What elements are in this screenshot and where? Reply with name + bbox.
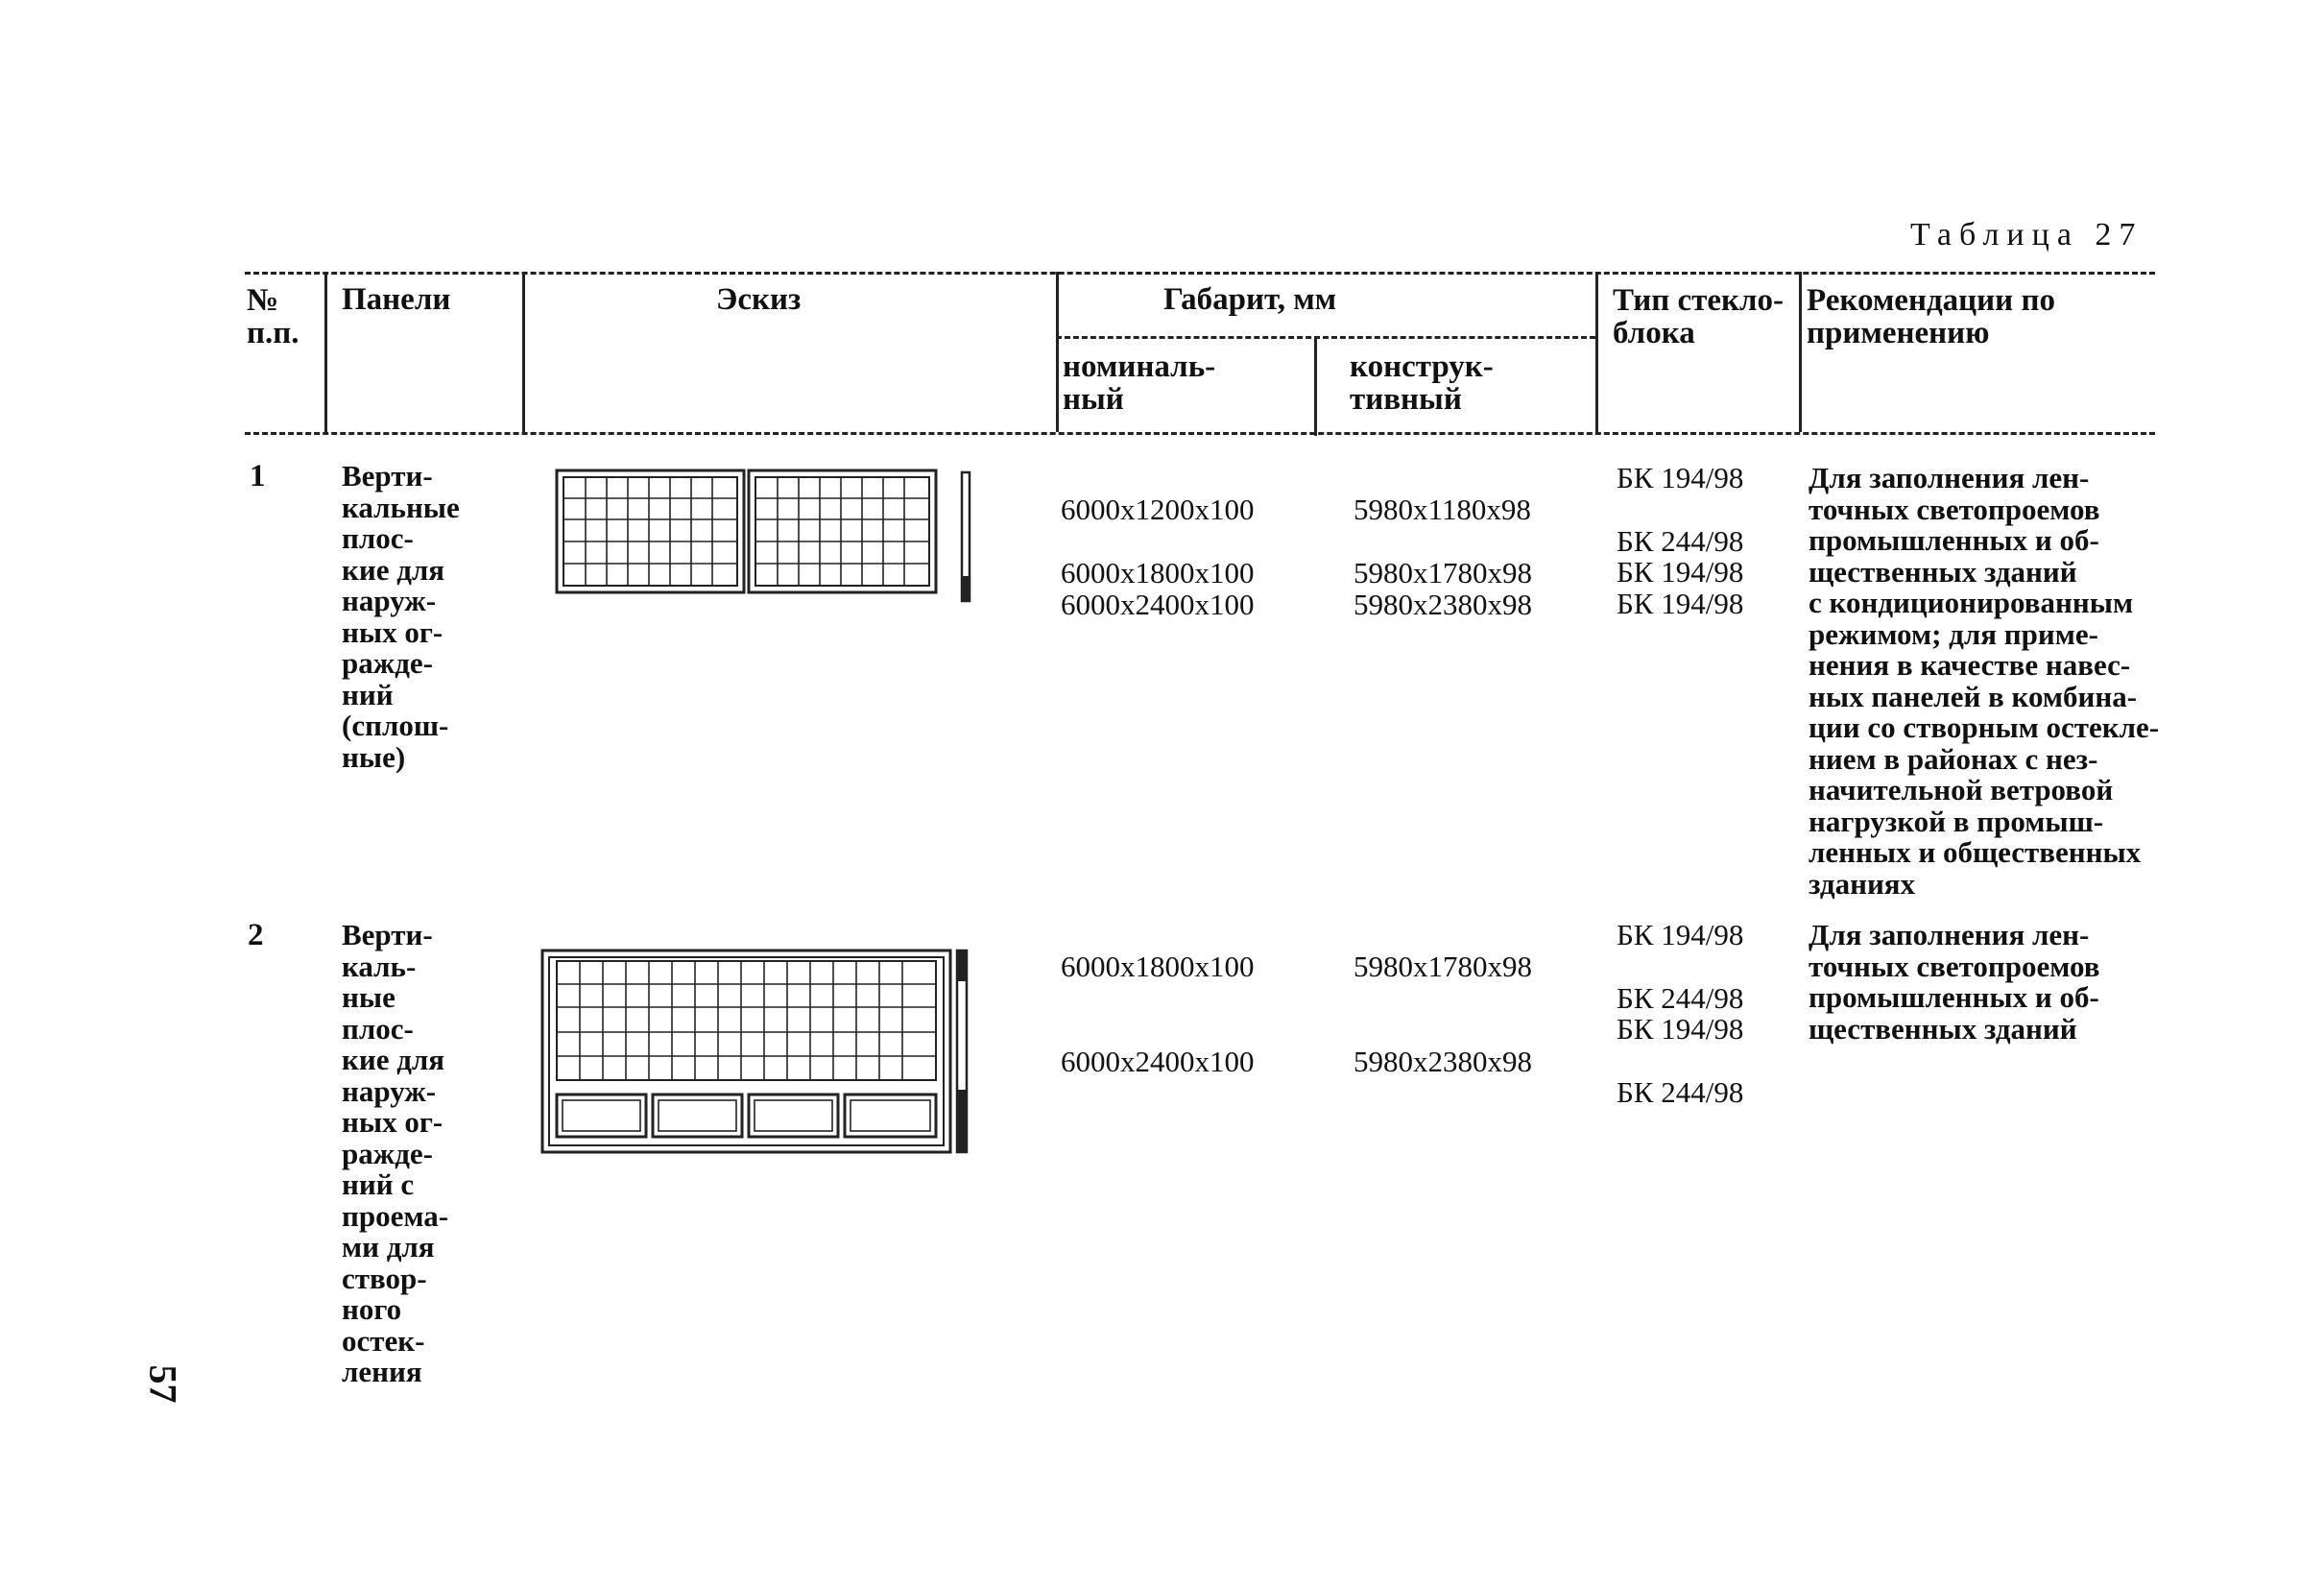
row2-constructive-1: 5980х1780х98 (1354, 950, 1532, 983)
table-caption: Таблица 27 (1910, 217, 2144, 253)
col-divider-2 (522, 272, 525, 432)
col-divider-1 (324, 272, 327, 432)
row2-glass-2: БК 244/98 (1617, 981, 1744, 1015)
row2-glass-4: БК 244/98 (1617, 1075, 1744, 1109)
row1-nominal-1: 6000х1200х100 (1061, 493, 1255, 526)
row2-panel: Верти- каль- ные плос- кие для наруж- ных ог- ражде- ний с проема- ми для створ- ного остек- ления (342, 918, 449, 1388)
row1-nominal-3: 6000х2400х100 (1061, 588, 1255, 621)
row2-glass-1: БК 194/98 (1617, 918, 1744, 951)
header-panels: Панели (342, 282, 451, 317)
col-divider-5 (1595, 272, 1598, 432)
row2-glass-3: БК 194/98 (1617, 1012, 1744, 1046)
page-number: 57 (141, 1364, 185, 1404)
size-subheader-rule (1056, 336, 1595, 339)
table-top-rule (245, 272, 2155, 275)
row2-num: 2 (248, 918, 264, 952)
header-size: Габарит, мм (1163, 282, 1337, 317)
row1-panel: Верти- кальные плос- кие для наруж- ных ог- ражде- ний (сплош- ные) (342, 459, 460, 774)
col-divider-6 (1799, 272, 1802, 432)
row1-constructive-2: 5980х1780х98 (1354, 556, 1532, 589)
header-nominal: номиналь- ный (1063, 349, 1216, 417)
col-divider-3 (1056, 272, 1059, 432)
col-divider-4 (1314, 336, 1317, 436)
row1-nominal-2: 6000х1800х100 (1061, 556, 1255, 589)
row1-recommendation: Для заполнения лен- точных светопроемов промышленных и об- щественных зданий с кондиционированным режимом; для приме- нения в качестве навес- ных панелей в комбина- ции со створным остекле- нием в районах с нез- начительной ветровой нагрузкой в промыш- ленных и общественных зданиях (1809, 461, 2160, 901)
header-glass-type: Тип стекло- блока (1613, 283, 1784, 350)
header-sketch: Эскиз (716, 282, 802, 317)
row1-glass-3: БК 194/98 (1617, 555, 1744, 589)
row2-nominal-2: 6000х2400х100 (1061, 1045, 1255, 1078)
row2-recommendation: Для заполнения лен- точных светопроемов промышленных и об- щественных зданий (1809, 918, 2100, 1046)
header-bottom-rule (245, 432, 2155, 435)
row1-glass-1: БК 194/98 (1617, 461, 1744, 494)
row1-num: 1 (250, 459, 266, 493)
header-constructive: конструк- тивный (1350, 349, 1494, 417)
row2-sketch (538, 946, 979, 1157)
row1-sketch (547, 461, 979, 605)
row1-constructive-1: 5980х1180х98 (1354, 493, 1531, 526)
row1-constructive-3: 5980х2380х98 (1354, 588, 1532, 621)
row1-glass-4: БК 194/98 (1617, 587, 1744, 620)
header-num: № п.п. (247, 283, 299, 350)
row2-constructive-2: 5980х2380х98 (1354, 1045, 1532, 1078)
header-recommendations: Рекомендации по применению (1807, 283, 2055, 350)
row1-glass-2: БК 244/98 (1617, 524, 1744, 558)
row2-nominal-1: 6000х1800х100 (1061, 950, 1255, 983)
